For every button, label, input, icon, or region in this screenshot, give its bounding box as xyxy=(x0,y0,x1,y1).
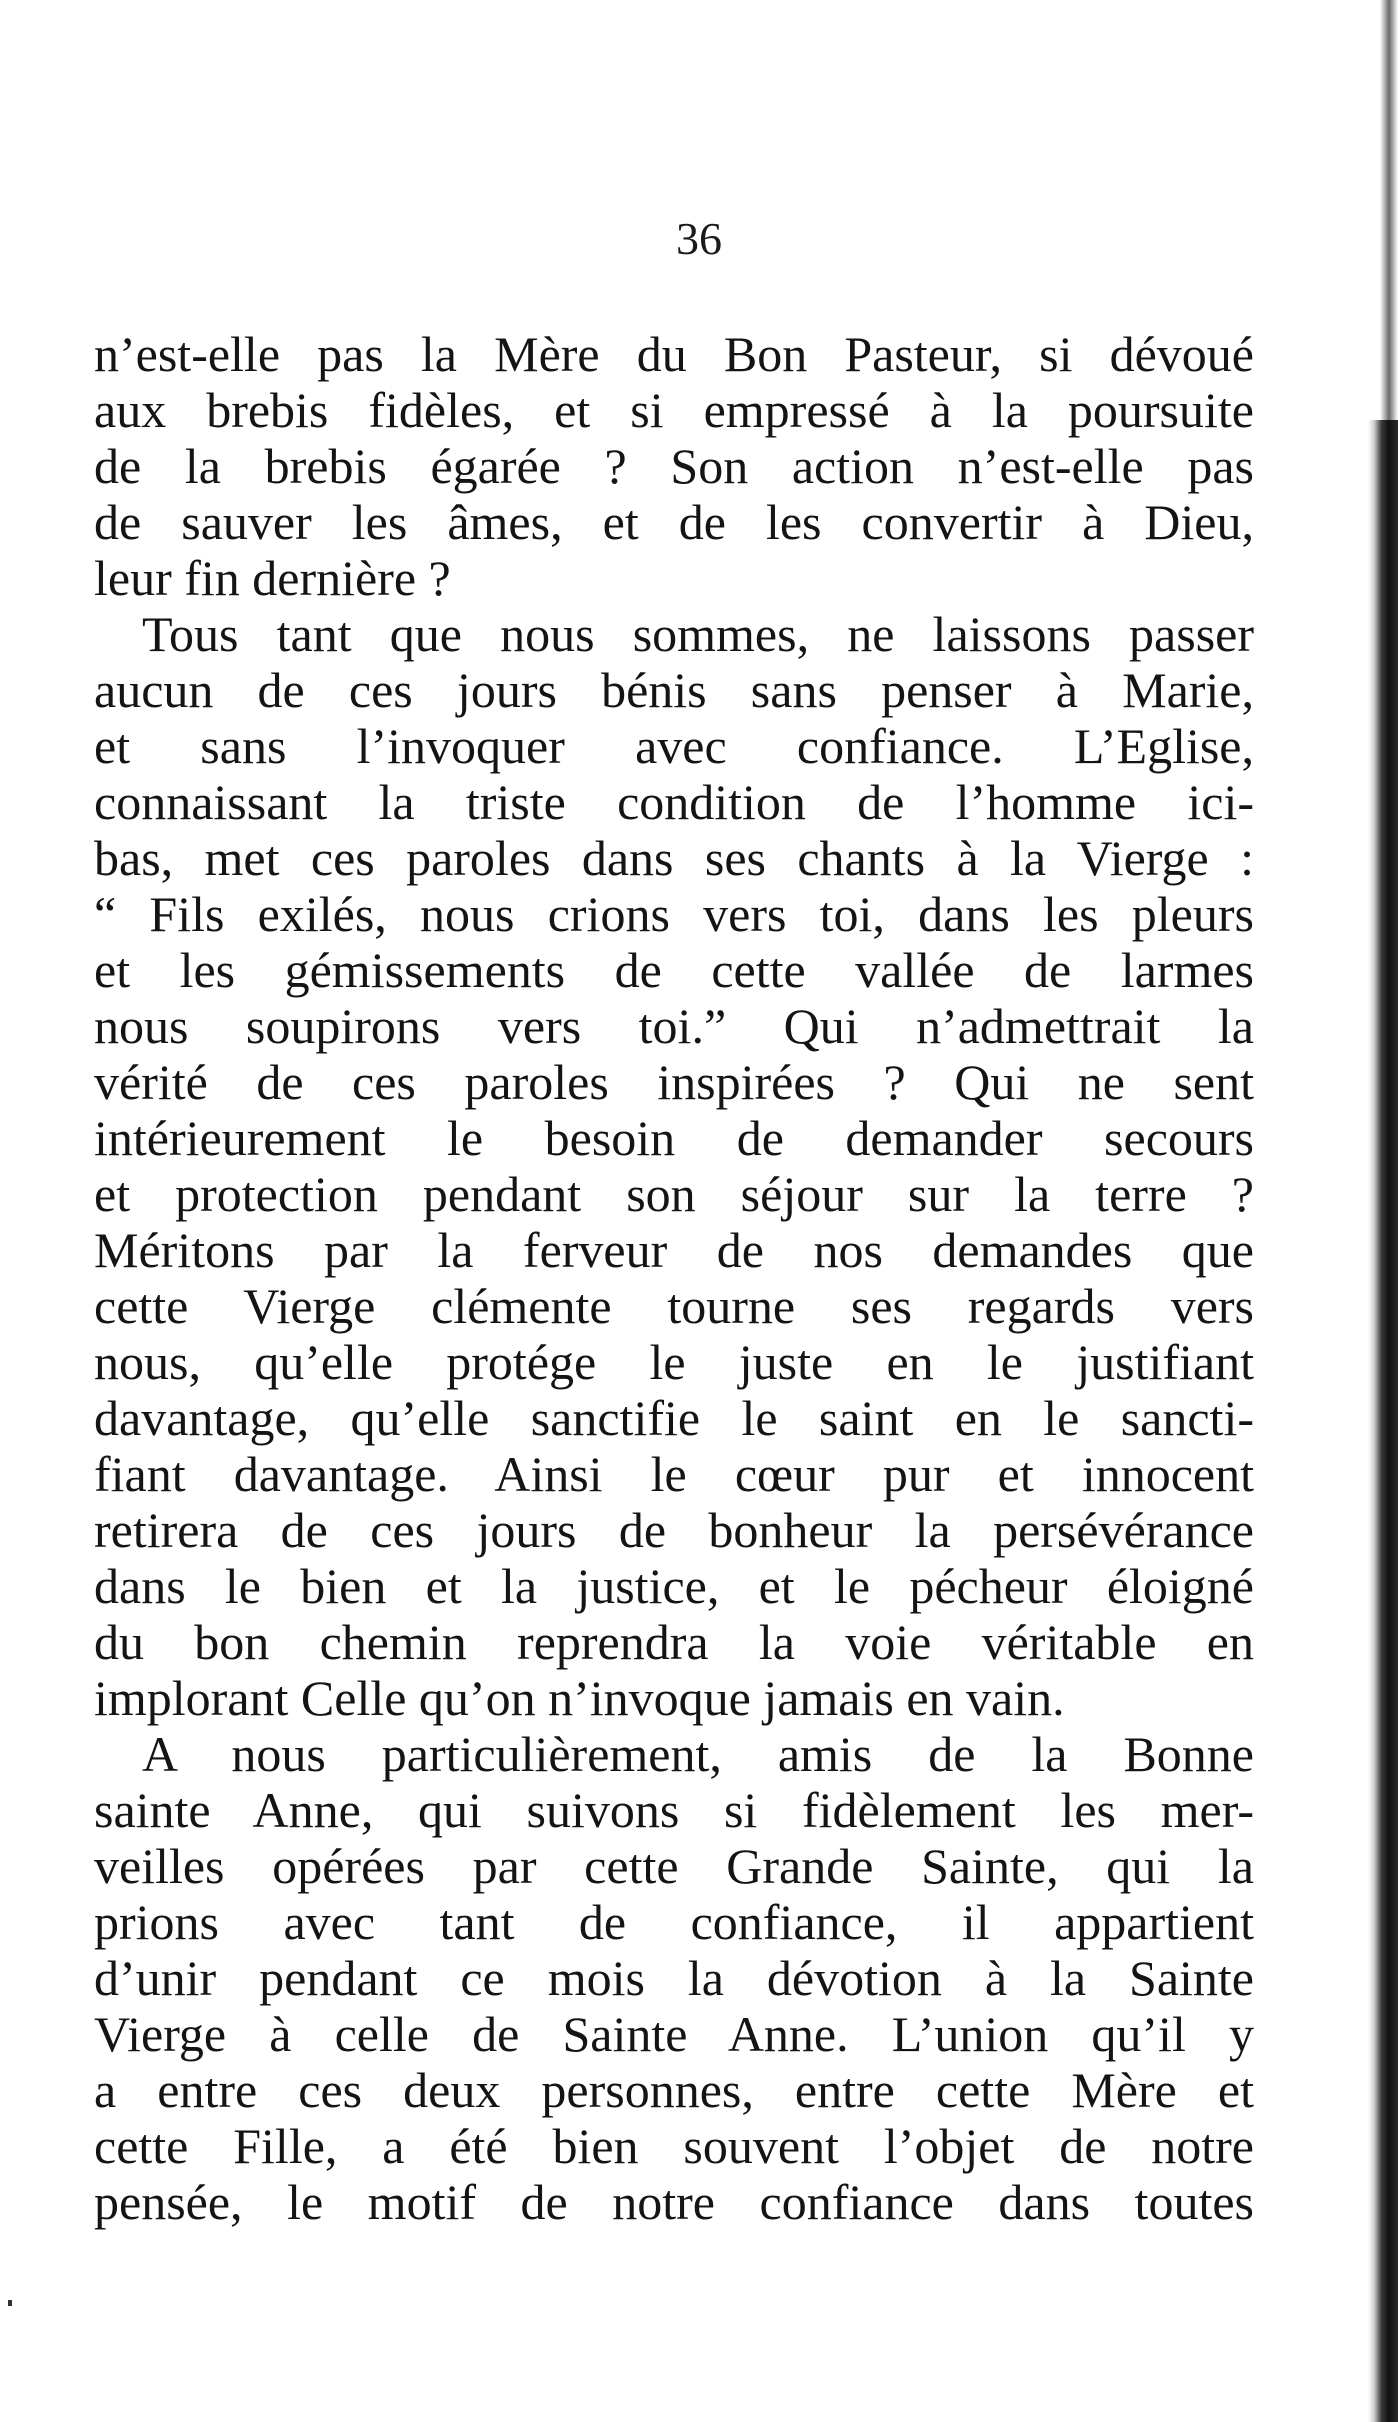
text-line: prions avec tant de confiance, il appartient xyxy=(94,1894,1254,1950)
page-number: 36 xyxy=(676,213,722,264)
text-line: Vierge à celle de Sainte Anne. L’union qu’il y xyxy=(94,2006,1254,2062)
text-line: intérieurement le besoin de demander secours xyxy=(94,1110,1254,1166)
text-line: vérité de ces paroles inspirées ? Qui ne sent xyxy=(94,1054,1254,1110)
text-line: A nous particulièrement, amis de la Bonne xyxy=(142,1726,1254,1782)
text-line: de la brebis égarée ? Son action n’est-elle pas xyxy=(94,438,1254,494)
text-line: nous soupirons vers toi.” Qui n’admettrait la xyxy=(94,998,1254,1054)
text-line: “ Fils exilés, nous crions vers toi, dans les pleurs xyxy=(94,886,1254,942)
text-line: cette Vierge clémente tourne ses regards vers xyxy=(94,1278,1254,1334)
text-line: et les gémissements de cette vallée de larmes xyxy=(94,942,1254,998)
text-line: aucun de ces jours bénis sans penser à Marie, xyxy=(94,662,1254,718)
text-line: leur fin dernière ? xyxy=(94,550,451,606)
text-line: a entre ces deux personnes, entre cette Mère et xyxy=(94,2062,1254,2118)
page-binding-edge-top xyxy=(1368,0,1398,420)
text-line: connaissant la triste condition de l’homme ici- xyxy=(94,774,1254,830)
paper-speck xyxy=(8,2300,12,2306)
text-line: implorant Celle qu’on n’invoque jamais en vain. xyxy=(94,1670,1065,1726)
text-line: pensée, le motif de notre confiance dans toutes xyxy=(94,2174,1254,2230)
text-line: n’est-elle pas la Mère du Bon Pasteur, si dévoué xyxy=(94,326,1254,382)
text-line: du bon chemin reprendra la voie véritable en xyxy=(94,1614,1254,1670)
text-line: de sauver les âmes, et de les convertir à Dieu, xyxy=(94,494,1254,550)
text-line: et sans l’invoquer avec confiance. L’Eglise, xyxy=(94,718,1254,774)
text-line: Méritons par la ferveur de nos demandes que xyxy=(94,1222,1254,1278)
text-line: aux brebis fidèles, et si empressé à la poursuite xyxy=(94,382,1254,438)
text-line: fiant davantage. Ainsi le cœur pur et innocent xyxy=(94,1446,1254,1502)
text-line: retirera de ces jours de bonheur la persévérance xyxy=(94,1502,1254,1558)
text-line: et protection pendant son séjour sur la terre ? xyxy=(94,1166,1254,1222)
text-line: bas, met ces paroles dans ses chants à la Vierge : xyxy=(94,830,1254,886)
text-line: nous, qu’elle protége le juste en le justifiant xyxy=(94,1334,1254,1390)
text-line: d’unir pendant ce mois la dévotion à la Sainte xyxy=(94,1950,1254,2006)
text-line: veilles opérées par cette Grande Sainte, qui la xyxy=(94,1838,1254,1894)
body-text xyxy=(94,326,1254,2230)
text-line: dans le bien et la justice, et le pécheur éloigné xyxy=(94,1558,1254,1614)
text-line: cette Fille, a été bien souvent l’objet de notre xyxy=(94,2118,1254,2174)
text-line: davantage, qu’elle sanctifie le saint en le sancti- xyxy=(94,1390,1254,1446)
text-line: sainte Anne, qui suivons si fidèlement les mer- xyxy=(94,1782,1254,1838)
text-line: Tous tant que nous sommes, ne laissons passer xyxy=(142,606,1254,662)
